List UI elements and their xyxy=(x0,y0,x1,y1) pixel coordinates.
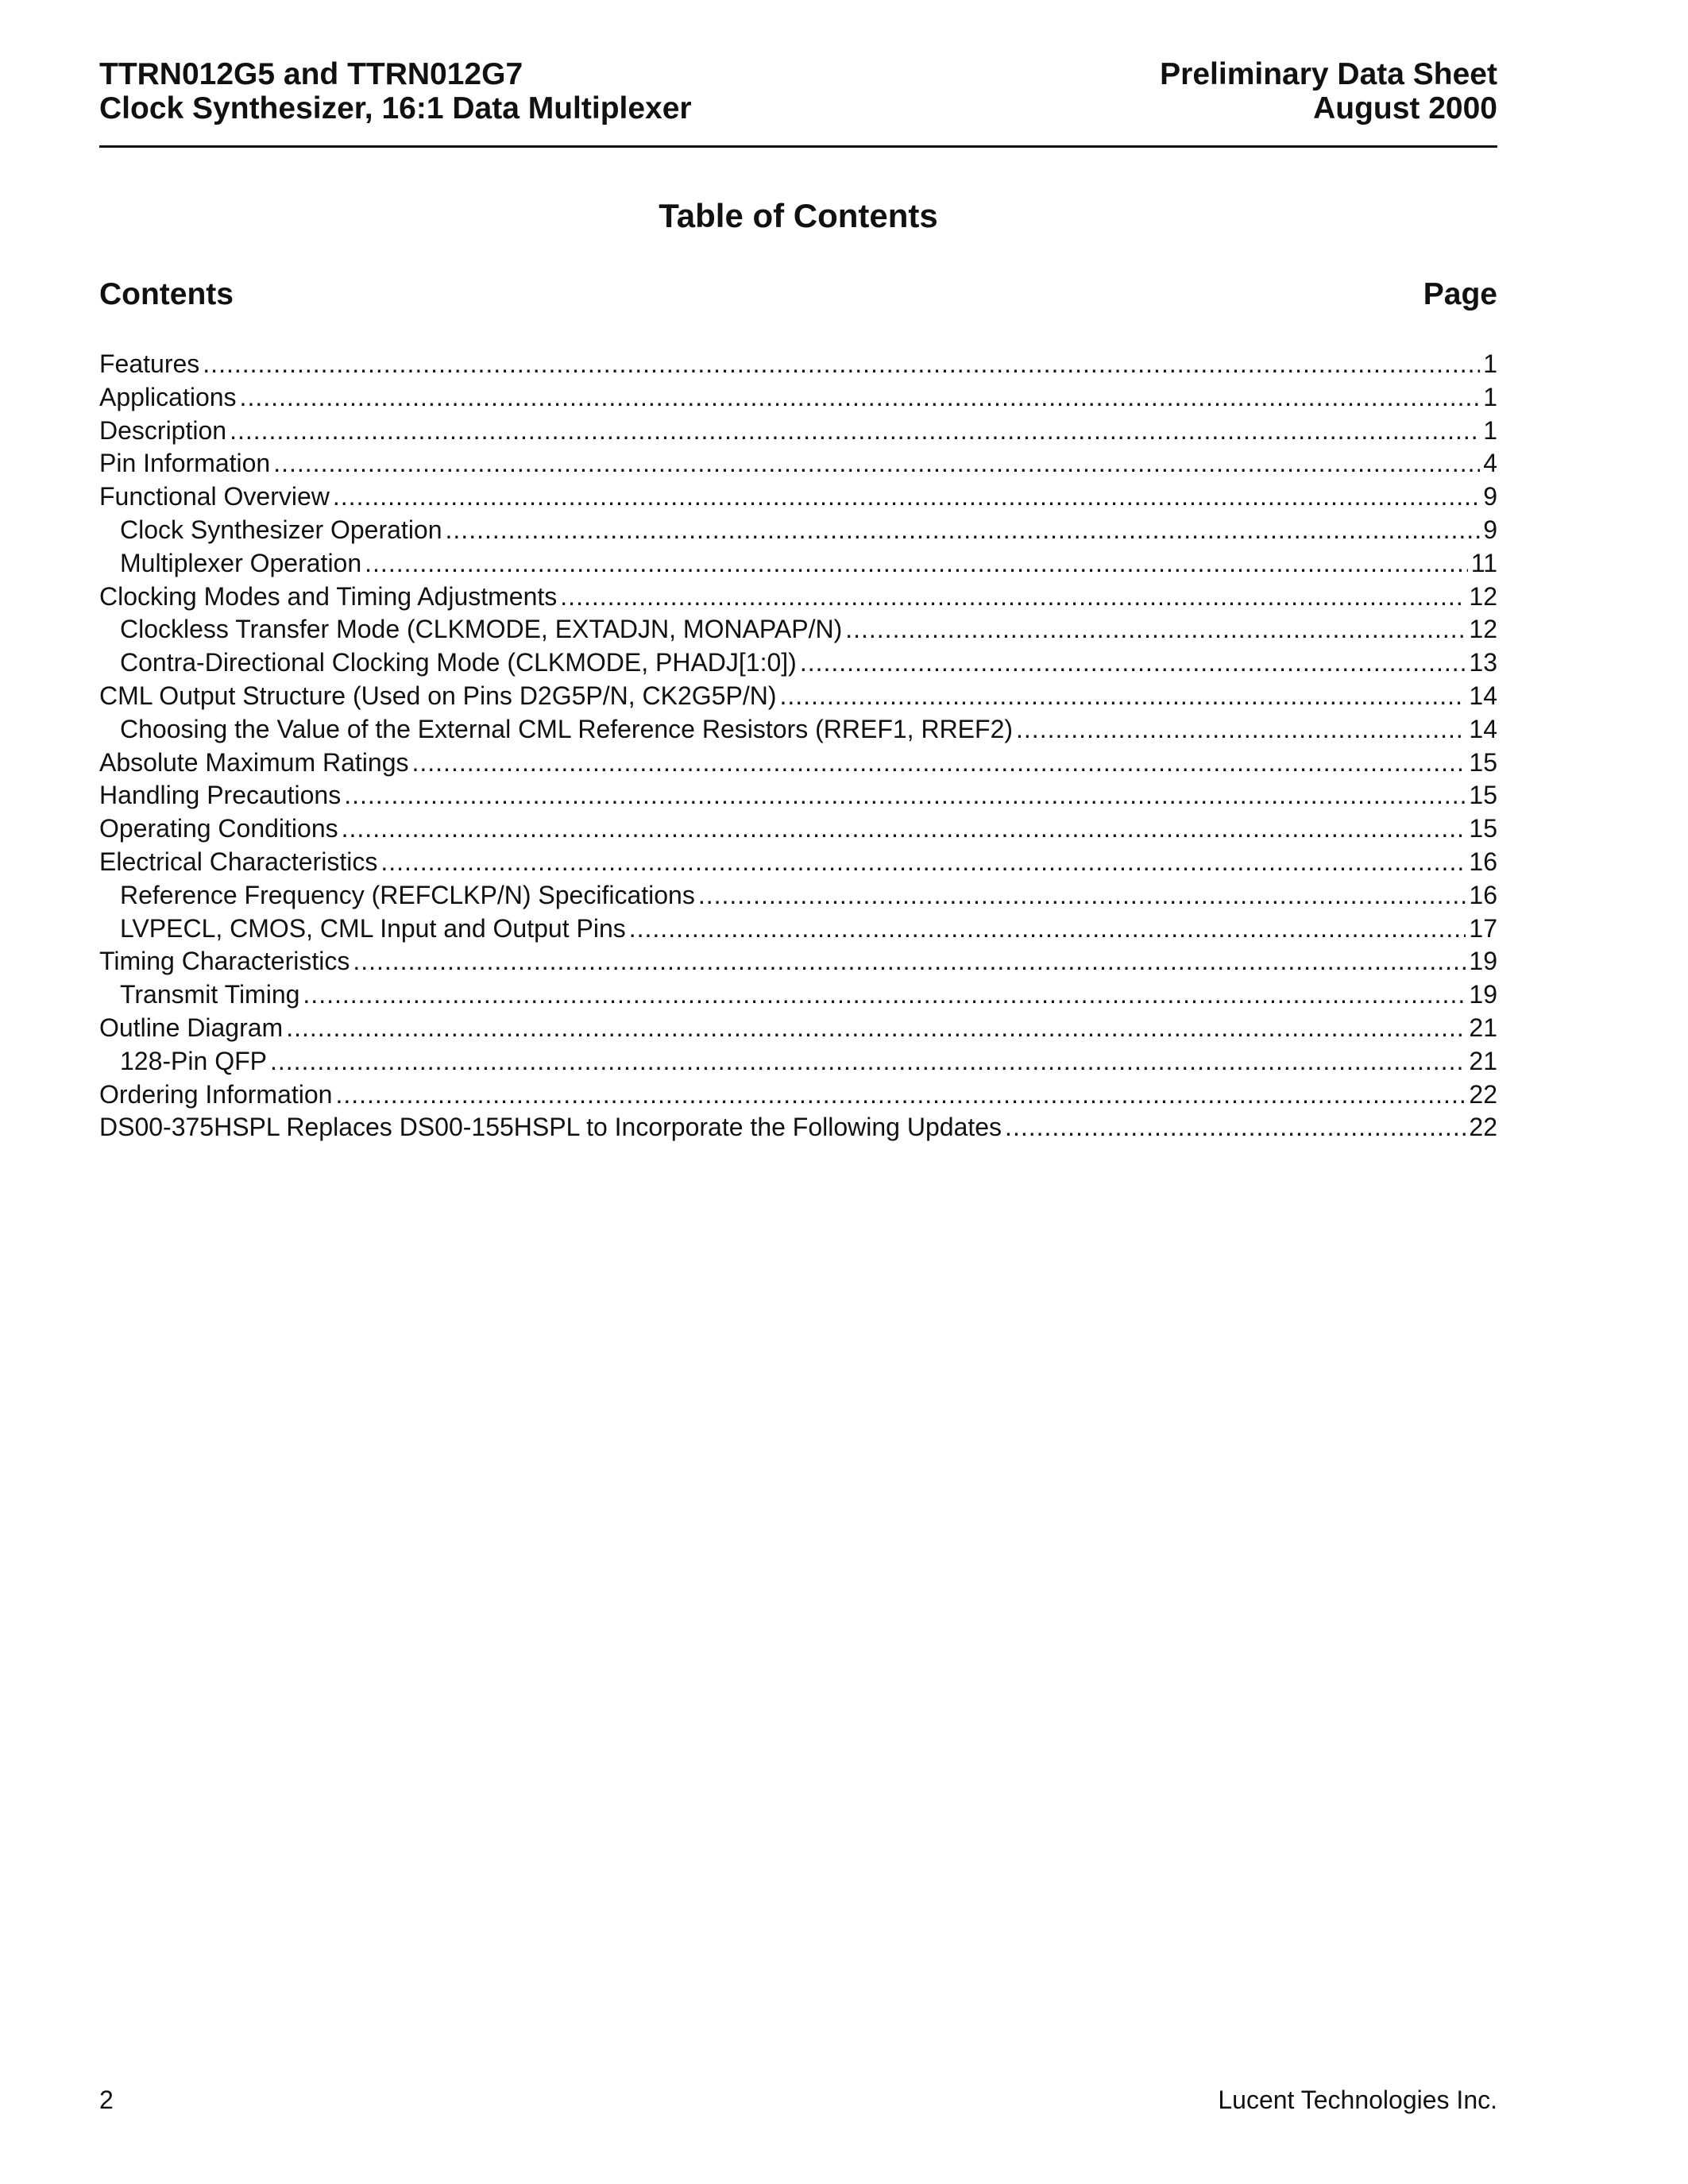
dot-leader xyxy=(800,646,1466,680)
toc-entry-page: 12 xyxy=(1469,581,1497,611)
toc-entry-page: 12 xyxy=(1469,615,1497,644)
toc-entry-page: 4 xyxy=(1483,449,1497,478)
dot-leader xyxy=(203,348,1480,381)
toc-entry[interactable] xyxy=(99,913,1497,946)
toc-entry[interactable] xyxy=(99,846,1497,879)
toc-entry-page: 15 xyxy=(1469,781,1497,810)
toc-entry[interactable] xyxy=(99,613,1497,646)
toc-entry-label: Transmit Timing xyxy=(120,980,300,1009)
toc-column-headings xyxy=(99,275,1497,314)
toc-entry-page: 11 xyxy=(1470,548,1497,577)
toc-entry[interactable] xyxy=(99,514,1497,547)
dot-leader xyxy=(342,812,1466,846)
toc-entry-label: Features xyxy=(99,349,200,378)
document-status: Preliminary Data Sheet xyxy=(1160,57,1497,91)
dot-leader xyxy=(230,415,1480,448)
dot-leader xyxy=(303,978,1466,1012)
toc-entry[interactable] xyxy=(99,978,1497,1012)
toc-entry-label: Multiplexer Operation xyxy=(120,548,362,577)
product-name: TTRN012G5 and TTRN012G7 xyxy=(99,57,523,91)
toc-entry-page: 21 xyxy=(1469,1013,1497,1042)
toc-entry[interactable] xyxy=(99,713,1497,747)
toc-entry[interactable] xyxy=(99,547,1497,581)
dot-leader xyxy=(353,945,1466,978)
toc-entry-label: Functional Overview xyxy=(99,482,330,511)
toc-entry-label: Reference Frequency (REFCLKP/N) Specifications xyxy=(120,880,695,909)
toc-entry-label: Pin Information xyxy=(99,449,271,478)
toc-entry-page: 14 xyxy=(1469,681,1497,710)
toc-entry[interactable] xyxy=(99,1045,1497,1078)
toc-entry-label: Timing Characteristics xyxy=(99,947,350,976)
toc-entry-label: Absolute Maximum Ratings xyxy=(99,747,409,777)
dot-leader xyxy=(1005,1111,1466,1144)
toc-entry-page: 16 xyxy=(1469,880,1497,909)
toc-entry-label: Electrical Characteristics xyxy=(99,847,378,876)
toc-entry[interactable] xyxy=(99,1111,1497,1144)
dot-leader xyxy=(629,913,1466,946)
toc-entry-page: 1 xyxy=(1483,415,1497,445)
toc-entry[interactable] xyxy=(99,1078,1497,1112)
toc-entry-page: 15 xyxy=(1469,747,1497,777)
toc-entry[interactable] xyxy=(99,812,1497,846)
toc-entry-label: CML Output Structure (Used on Pins D2G5P/N, CK2G5P/N) xyxy=(99,681,777,710)
page-header xyxy=(99,57,1497,148)
dot-leader xyxy=(286,1012,1466,1045)
toc-entry-label: Outline Diagram xyxy=(99,1013,284,1042)
toc-entry-page: 13 xyxy=(1469,648,1497,677)
dot-leader xyxy=(380,846,1466,879)
toc-entry-page: 22 xyxy=(1469,1113,1497,1142)
toc-entry-label: Clock Synthesizer Operation xyxy=(120,515,442,544)
toc-entry-page: 16 xyxy=(1469,847,1497,876)
document-date: August 2000 xyxy=(1313,91,1497,125)
toc-entry-label: Clockless Transfer Mode (CLKMODE, EXTADJN, MONAPAP/N) xyxy=(120,615,843,644)
toc-entry-label: Clocking Modes and Timing Adjustments xyxy=(99,581,558,611)
toc-entry-label: Handling Precautions xyxy=(99,781,342,810)
dot-leader xyxy=(365,547,1468,581)
toc-entry[interactable] xyxy=(99,348,1497,381)
toc-entry-page: 17 xyxy=(1469,913,1497,943)
toc-entry-page: 22 xyxy=(1469,1079,1497,1109)
toc-list xyxy=(99,348,1497,1144)
toc-entry-label: Applications xyxy=(99,382,237,411)
toc-entry[interactable] xyxy=(99,1012,1497,1045)
dot-leader xyxy=(273,447,1480,480)
dot-leader xyxy=(344,779,1466,812)
dot-leader xyxy=(446,514,1481,547)
dot-leader xyxy=(845,613,1466,646)
toc-entry[interactable] xyxy=(99,381,1497,415)
toc-entry-label: Ordering Information xyxy=(99,1079,333,1109)
toc-entry-page: 21 xyxy=(1469,1046,1497,1075)
toc-entry[interactable] xyxy=(99,646,1497,680)
toc-entry-page: 1 xyxy=(1483,349,1497,378)
dot-leader xyxy=(335,1078,1466,1112)
toc-entry[interactable] xyxy=(99,480,1497,514)
product-description: Clock Synthesizer, 16:1 Data Multiplexer xyxy=(99,91,692,125)
dot-leader xyxy=(560,581,1466,614)
toc-entry-label: LVPECL, CMOS, CML Input and Output Pins xyxy=(120,913,626,943)
toc-entry[interactable] xyxy=(99,415,1497,448)
toc-entry-label: Contra-Directional Clocking Mode (CLKMODE, PHADJ[1:0]) xyxy=(120,648,797,677)
footer-page-number: 2 xyxy=(99,2086,114,2114)
toc-entry-page: 19 xyxy=(1469,980,1497,1009)
toc-entry[interactable] xyxy=(99,680,1497,713)
dot-leader xyxy=(779,680,1466,713)
toc-entry[interactable] xyxy=(99,581,1497,614)
header-right xyxy=(1160,57,1497,125)
header-left xyxy=(99,57,692,125)
dot-leader xyxy=(270,1045,1466,1078)
toc-entry-page: 9 xyxy=(1483,515,1497,544)
toc-entry[interactable] xyxy=(99,879,1497,913)
toc-entry-label: 128-Pin QFP xyxy=(120,1046,267,1075)
toc-entry-page: 19 xyxy=(1469,947,1497,976)
page-heading: Page xyxy=(1423,277,1497,311)
dot-leader xyxy=(333,480,1480,514)
toc-entry[interactable] xyxy=(99,945,1497,978)
dot-leader xyxy=(240,381,1481,415)
footer-company: Lucent Technologies Inc. xyxy=(1218,2086,1497,2114)
toc-entry-page: 14 xyxy=(1469,714,1497,743)
toc-entry-label: Choosing the Value of the External CML Reference Resistors (RREF1, RREF2) xyxy=(120,714,1014,743)
toc-entry-label: DS00-375HSPL Replaces DS00-155HSPL to Incorporate the Following Updates xyxy=(99,1113,1002,1142)
toc-entry[interactable] xyxy=(99,447,1497,480)
contents-heading: Contents xyxy=(99,277,234,311)
toc-entry-page: 9 xyxy=(1483,482,1497,511)
toc-entry-page: 1 xyxy=(1483,382,1497,411)
toc-title: Table of Contents xyxy=(659,197,938,234)
toc-entry-page: 15 xyxy=(1469,814,1497,843)
dot-leader xyxy=(698,879,1466,913)
dot-leader xyxy=(1016,713,1466,747)
toc-entry-label: Description xyxy=(99,415,227,445)
toc-entry[interactable] xyxy=(99,747,1497,780)
dot-leader xyxy=(411,747,1466,780)
toc-entry-label: Operating Conditions xyxy=(99,814,338,843)
toc-entry[interactable] xyxy=(99,779,1497,812)
